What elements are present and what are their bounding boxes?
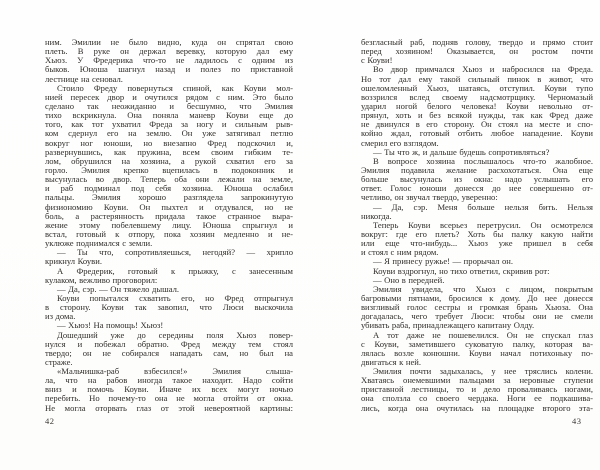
text-line: — Я принесу ружье! — прорычал он. [373,256,514,267]
text-line: смерил его взглядом. [361,137,439,148]
text-line: встал, готовый к отпору, пока хозяин медленно и не- [45,228,293,239]
text-line: ним. Эмилии не было видно, куда он спрятал свою [45,37,293,47]
text-line: крикнул Коуви. [45,256,102,267]
text-line: быков. Юноша шагнул назад и полез по приставной [45,64,293,75]
text-line: визгливый голос сестры и громкая брань Хьюза. Она [361,302,593,313]
text-line: никогда. [361,210,392,221]
text-line: Хьюз. У Фредерика что-то не ладилось с одним из [45,55,293,66]
text-line: перебить. Но почему-то она не могла отойти от окна. [45,393,293,404]
text-line: горло. Эмилия крепко вцепилась в подоконник и [45,164,293,175]
text-line: догадалась, чего требует Люси: чтобы они не смели [361,311,593,322]
text-line: в сторону. Коуви так завопил, что Люси выскочила [45,302,293,313]
text-line: с Коуви! [361,55,393,66]
text-line: из дома. [45,311,76,322]
text-line: боль, а растерянность придала такое странное выра- [45,210,293,221]
text-line: сделано так неожиданно и бесшумно, что Эмилия [45,100,293,111]
text-line: жение этому побелевшему лицу. Юноша спрыгнул и [45,219,293,230]
text-line: багровыми пятнами, бросился к дому. До нее донесся [361,292,593,303]
text-line: не двинулся в его сторону. Он стоял на месте и спо- [361,119,593,130]
page-right-text [361,38,593,413]
text-line: — Да, сэр. — Он тяжело дышал. [57,283,180,294]
text-line: ла, что на рабов иногда такое находит. Надо сойти [45,375,293,386]
text-line: развернувшись, как пружина, всем своим гибким те- [45,146,293,157]
text-line: Эмилия подавила желание расхохотаться. Она еще [361,164,593,175]
text-line: и стоял с ним рядом. [361,247,439,258]
text-line: страже. [45,356,73,367]
text-line: Хватаясь онемевшими пальцами за неровные ступени [361,375,593,386]
page-left-text [45,38,293,413]
text-line: пальцы. Эмилия хорошо разглядела запрокинутую [45,192,293,203]
text-line: физиономию Коуви. Он пыхтел и отдувался, но не [45,201,293,212]
text-line: с Коуви, заметившего суковатую палку, которая ва- [361,338,593,349]
text-line: плеть. В руке он держал веревку, которую дал ему [45,46,293,57]
text-line: твердо; он не собирался нападать сам, но был на [45,347,293,358]
text-line: перед хозяином! Оказывается, он ростом почти [361,46,593,57]
text-line: ответ. Голос юноши донесся до нее совершенно от- [361,183,593,194]
text-line: ударил ногой белого человека! Коуви невольно от- [361,100,593,111]
text-line: Но тот дал ему такой сильный пинок в живот, что [361,73,593,84]
text-line: лестнице на сеновал. [45,73,123,84]
text-line: койно ждал, готовый отбить любое нападение. Коуви [361,128,593,139]
text-line: — Оно в передней. [373,274,445,285]
text-line: Коуви попытался схватить его, но Фред отпрыгнул [57,292,293,303]
text-line: Не могла оторвать глаз от этой невероятной картины: [45,402,293,413]
text-line: ком сдернул его на землю. Он уже затягивал петлю [45,128,293,139]
text-line: двигаться к ней. [361,356,422,367]
text-line: Коуви вздрогнул, но тихо ответил, скривив рот: [373,265,550,276]
text-line: убивать раба, принадлежащего капитану Олду. [361,320,535,331]
text-line: «Мальчишка-раб взбесился!» Эмилия слыша- [57,366,293,377]
text-line: Стоило Фреду повернуться спиной, как Коуви мол- [57,82,293,93]
text-line: вниз и помочь Коуви. Иначе их всех могут ночью [45,384,293,395]
text-line: безгласный раб, подняв голову, твердо и прямо стоит [361,37,593,47]
page-number-right: 43 [572,416,582,426]
text-line: А тот даже не пошевелился. Он не спускал глаз [373,329,593,340]
text-line: больше высунулась из окна: надо услышать его [361,174,593,185]
page-number-left: 42 [45,416,55,426]
text-line: — Хьюз! На помощь! Хьюз! [57,320,164,331]
text-line: прянул, хоть и без всякой нужды, так как Фред даже [361,110,593,121]
text-line: — Ты что, сопротивляешься, негодяй? — хрипло [57,247,293,258]
text-line: она сползла со своего чердака. Ноги ее подкашива- [361,393,593,404]
text-line: Теперь Коуви всерьез перетрусил. Он осмотрелся [373,219,593,230]
text-line: Эмилия почти задыхалась, у нее тряслись колени. [373,366,593,377]
text-line: В вопросе хозяина послышалось что-то жалобное. [373,155,593,166]
text-line: — Ты что ж, и дальше будешь сопротивляться? [373,146,550,157]
text-line: Во двор примчался Хьюз и набросился на Фреда. [373,64,593,75]
text-line: кулаком, вежливо проговорил: [45,274,158,285]
text-line: уклюже поднимался с земли. [45,238,153,249]
text-line: лом, обрушился на хозяина, а рукой схватил его за [45,155,293,166]
text-line: вокруг ног юноши, но внезапно Фред подскочил и, [45,137,293,148]
text-line: приставной лестницы, то и дело проваливаясь ногами, [361,384,593,395]
text-line: А Фредерик, готовый к прыжку, с занесенным [57,265,293,276]
text-line: и раб подминал под себя хозяина. Юноша ослабил [45,183,293,194]
text-line: — Да, сэр. Меня больше нельзя бить. Нельзя [373,201,593,212]
text-line: четливо, он звучал твердо, уверенно: [361,192,498,203]
text-line: нией пересек двор и очутился рядом с ним. Это было [45,91,293,102]
text-line: того, как тот ухватил Фреда за ногу и сильным рыв- [45,119,293,130]
text-line: воззрился вслед своему надсмотрщику. Черномазый [361,91,593,102]
text-line: вокруг: где его плеть? Хоть бы палку какую найти [361,228,593,239]
text-line: Эмилия увидела, что Хьюз с лицом, покрытым [373,283,593,294]
text-line: Дошедший уже до середины поля Хьюз повер- [57,329,293,340]
text-line: лялась возле конюшни. Коуви начал потихоньку по- [361,347,593,358]
text-line: или еще что-нибудь... Хьюз уже пришел в себя [361,238,593,249]
text-line: лись, когда она очутилась на площадке второго эта- [361,402,593,413]
text-line: тихо вскрикнула. Она поняла маневр Коуви еще до [45,110,293,121]
text-line: ошеломленный Хьюз, шатаясь, отступил. Коуви тупо [361,82,593,93]
text-line: высунулась во двор. Теперь оба они лежали на земле, [45,174,293,185]
text-line: нулся и побежал обратно. Фред между тем стоял [45,338,293,349]
